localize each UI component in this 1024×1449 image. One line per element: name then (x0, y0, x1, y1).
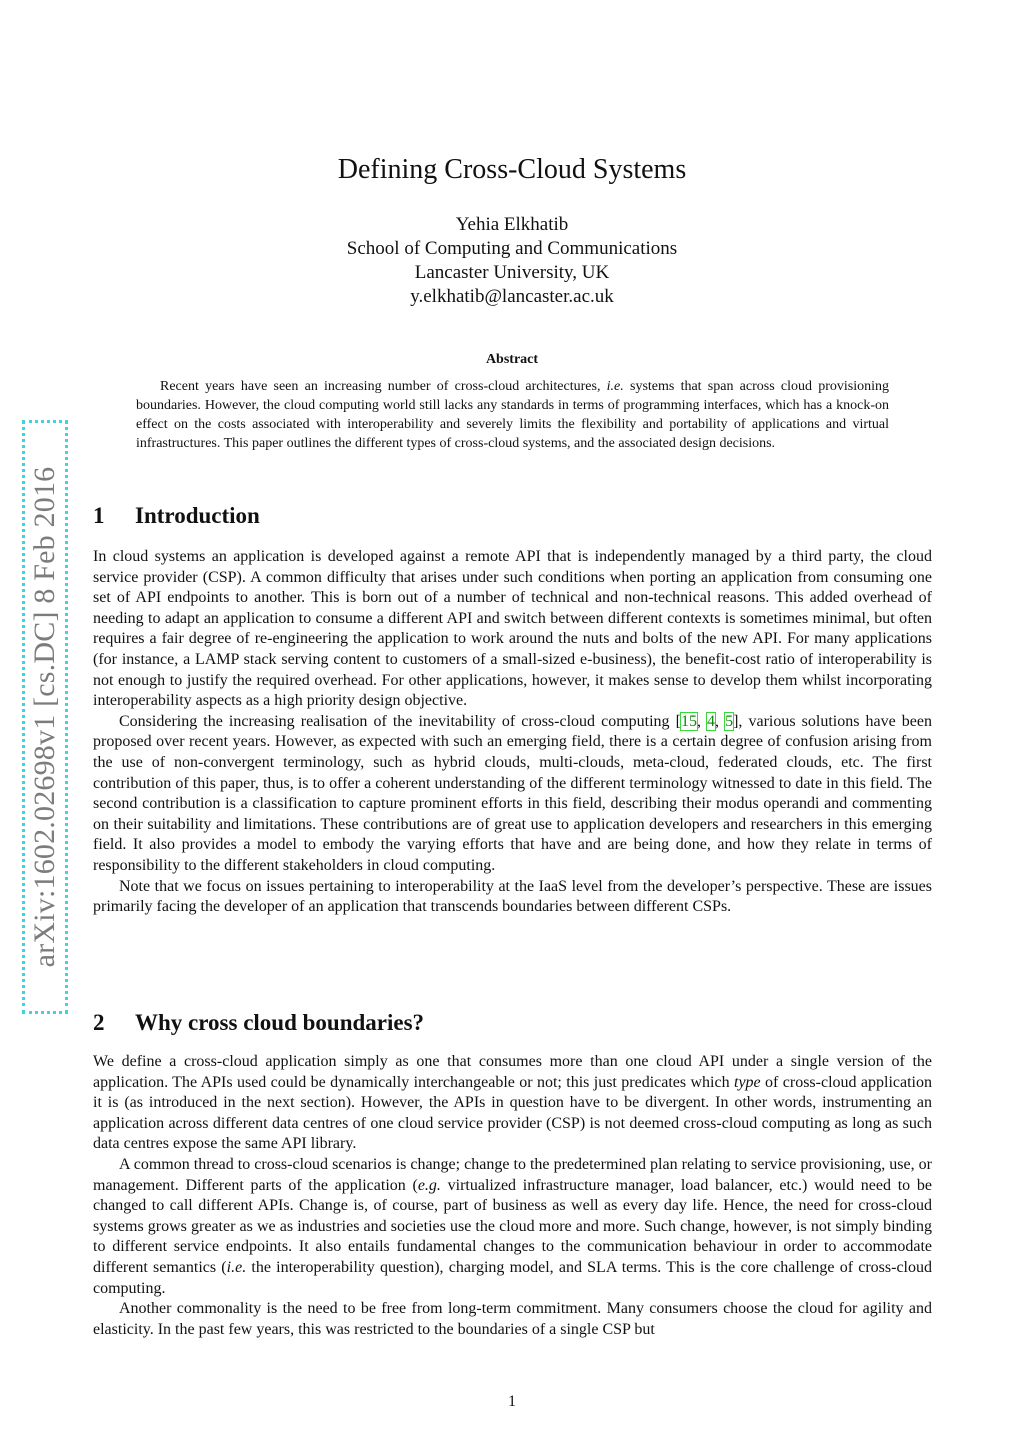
paragraph: We define a cross-cloud application simply as one that consumes more than one cloud API under a single version of the application. The APIs used could be dynamically interchangeable or not; this just predicates which type of cross-cloud application it is (as introduced in the next section). However, the APIs in question have to be divergent. In other words, instrumenting an application across different data centres of one cloud service provider (CSP) is not deemed cross-cloud computing as long as such data centres expose the same API library. (93, 1053, 932, 1153)
author-email: y.elkhatib@lancaster.ac.uk (410, 286, 614, 307)
citation-link[interactable]: 4 (707, 712, 716, 730)
section-heading-why-cross-cloud (93, 1010, 424, 1036)
abstract-heading: Abstract (485, 352, 539, 367)
arxiv-identifier: arXiv:1602.02698v1 [cs.DC] 8 Feb 2016 (28, 466, 61, 968)
section-body-introduction (93, 547, 932, 918)
paragraph: Note that we focus on issues pertaining to interoperability at the IaaS level from the developer’s perspective. These are issues primarily facing the developer of an application that transcends boundaries between different CSPs. (93, 877, 932, 916)
page-number: 1 (508, 1393, 516, 1410)
arxiv-stamp (22, 420, 68, 1014)
author-institution: Lancaster University, UK (414, 262, 610, 283)
author-block (0, 213, 1024, 309)
paragraph: A common thread to cross-cloud scenarios is change; change to the predetermined plan relating to service provisioning, use, or management. Different parts of the application (e.g. virtualized infrastructure manager, load balancer, etc.) would need to be changed to call different APIs. Change is, of course, part of business as well as every day life. Hence, the need for cross-cloud systems grows greater as we as industries and societies use the cloud more and more. Such change, however, is not simply binding to different service endpoints. It also entails fundamental changes to the communication behaviour in order to accommodate different semantics (i.e. the interoperability question), charging model, and SLA terms. This is the core challenge of cross-cloud computing. (93, 1155, 933, 1297)
section-heading-introduction (93, 503, 260, 529)
author-department: School of Computing and Communications (346, 238, 678, 259)
section-title: Why cross cloud boundaries? (135, 1010, 425, 1035)
section-body-why-cross-cloud (93, 1052, 932, 1340)
section-title: Introduction (135, 503, 260, 528)
paragraph: Considering the increasing realisation of the inevitability of cross-cloud computing [15, 4, 5], various solutions have been proposed over recent years. However, as expected with such an emerging field, there is a certain degree of confusion arising from the use of non-convergent terminology, such as hybrid clouds, multi-clouds, meta-cloud, federated clouds, etc. The first contribution of this paper, thus, is to offer a coherent understanding of the different terminology witnessed to date in this field. The second contribution is a classification to capture prominent efforts in this field, describing their modus operandi and commenting on their suitability and limitations. These contributions are of great use to application developers and researchers in this emerging field. It also provides a model to embody the varying efforts that have and are being done, and how they relate in terms of responsibility to the different stakeholders in cloud computing. (93, 712, 933, 874)
section-number: 1 (93, 503, 105, 528)
citation-link[interactable]: 15 (680, 712, 697, 730)
citation-link[interactable]: 5 (725, 712, 734, 730)
paper-title: Defining Cross-Cloud Systems (337, 154, 687, 185)
abstract-text: Recent years have seen an increasing number of cross-cloud architectures, i.e. systems that span across cloud provisioning boundaries. However, the cloud computing world still lacks any standards in terms of programming interfaces, which has a knock-on effect on the costs associated with interoperability and severely limits the flexibility and portability of applications and virtual infrastructures. This paper outlines the different types of cross-cloud systems, and the associated design decisions. (136, 379, 889, 451)
author-name: Yehia Elkhatib (455, 214, 569, 235)
paragraph: Another commonality is the need to be free from long-term commitment. Many consumers choose the cloud for agility and elasticity. In the past few years, this was restricted to the boundaries of a single CSP but (93, 1300, 932, 1338)
paragraph: In cloud systems an application is developed against a remote API that is independently managed by a third party, the cloud service provider (CSP). A common difficulty that arises under such conditions when porting an application from consuming one set of API endpoints to another. This is born out of a number of technical and non-technical reasons. This added overhead of needing to adapt an application to consume a different API and switch between different contexts is sometimes minimal, but often requires a fair degree of re-engineering the application to work around the nuts and bolts of the new API. For many applications (for instance, a LAMP stack serving content to customers of a small-sized e-business), the benefit-cost ratio of interoperability is not enough to justify the required overhead. For other applications, however, it makes sense to develop them whilst incorporating interoperability aspects as a high priority design objective. (93, 548, 932, 710)
section-number: 2 (93, 1010, 105, 1035)
